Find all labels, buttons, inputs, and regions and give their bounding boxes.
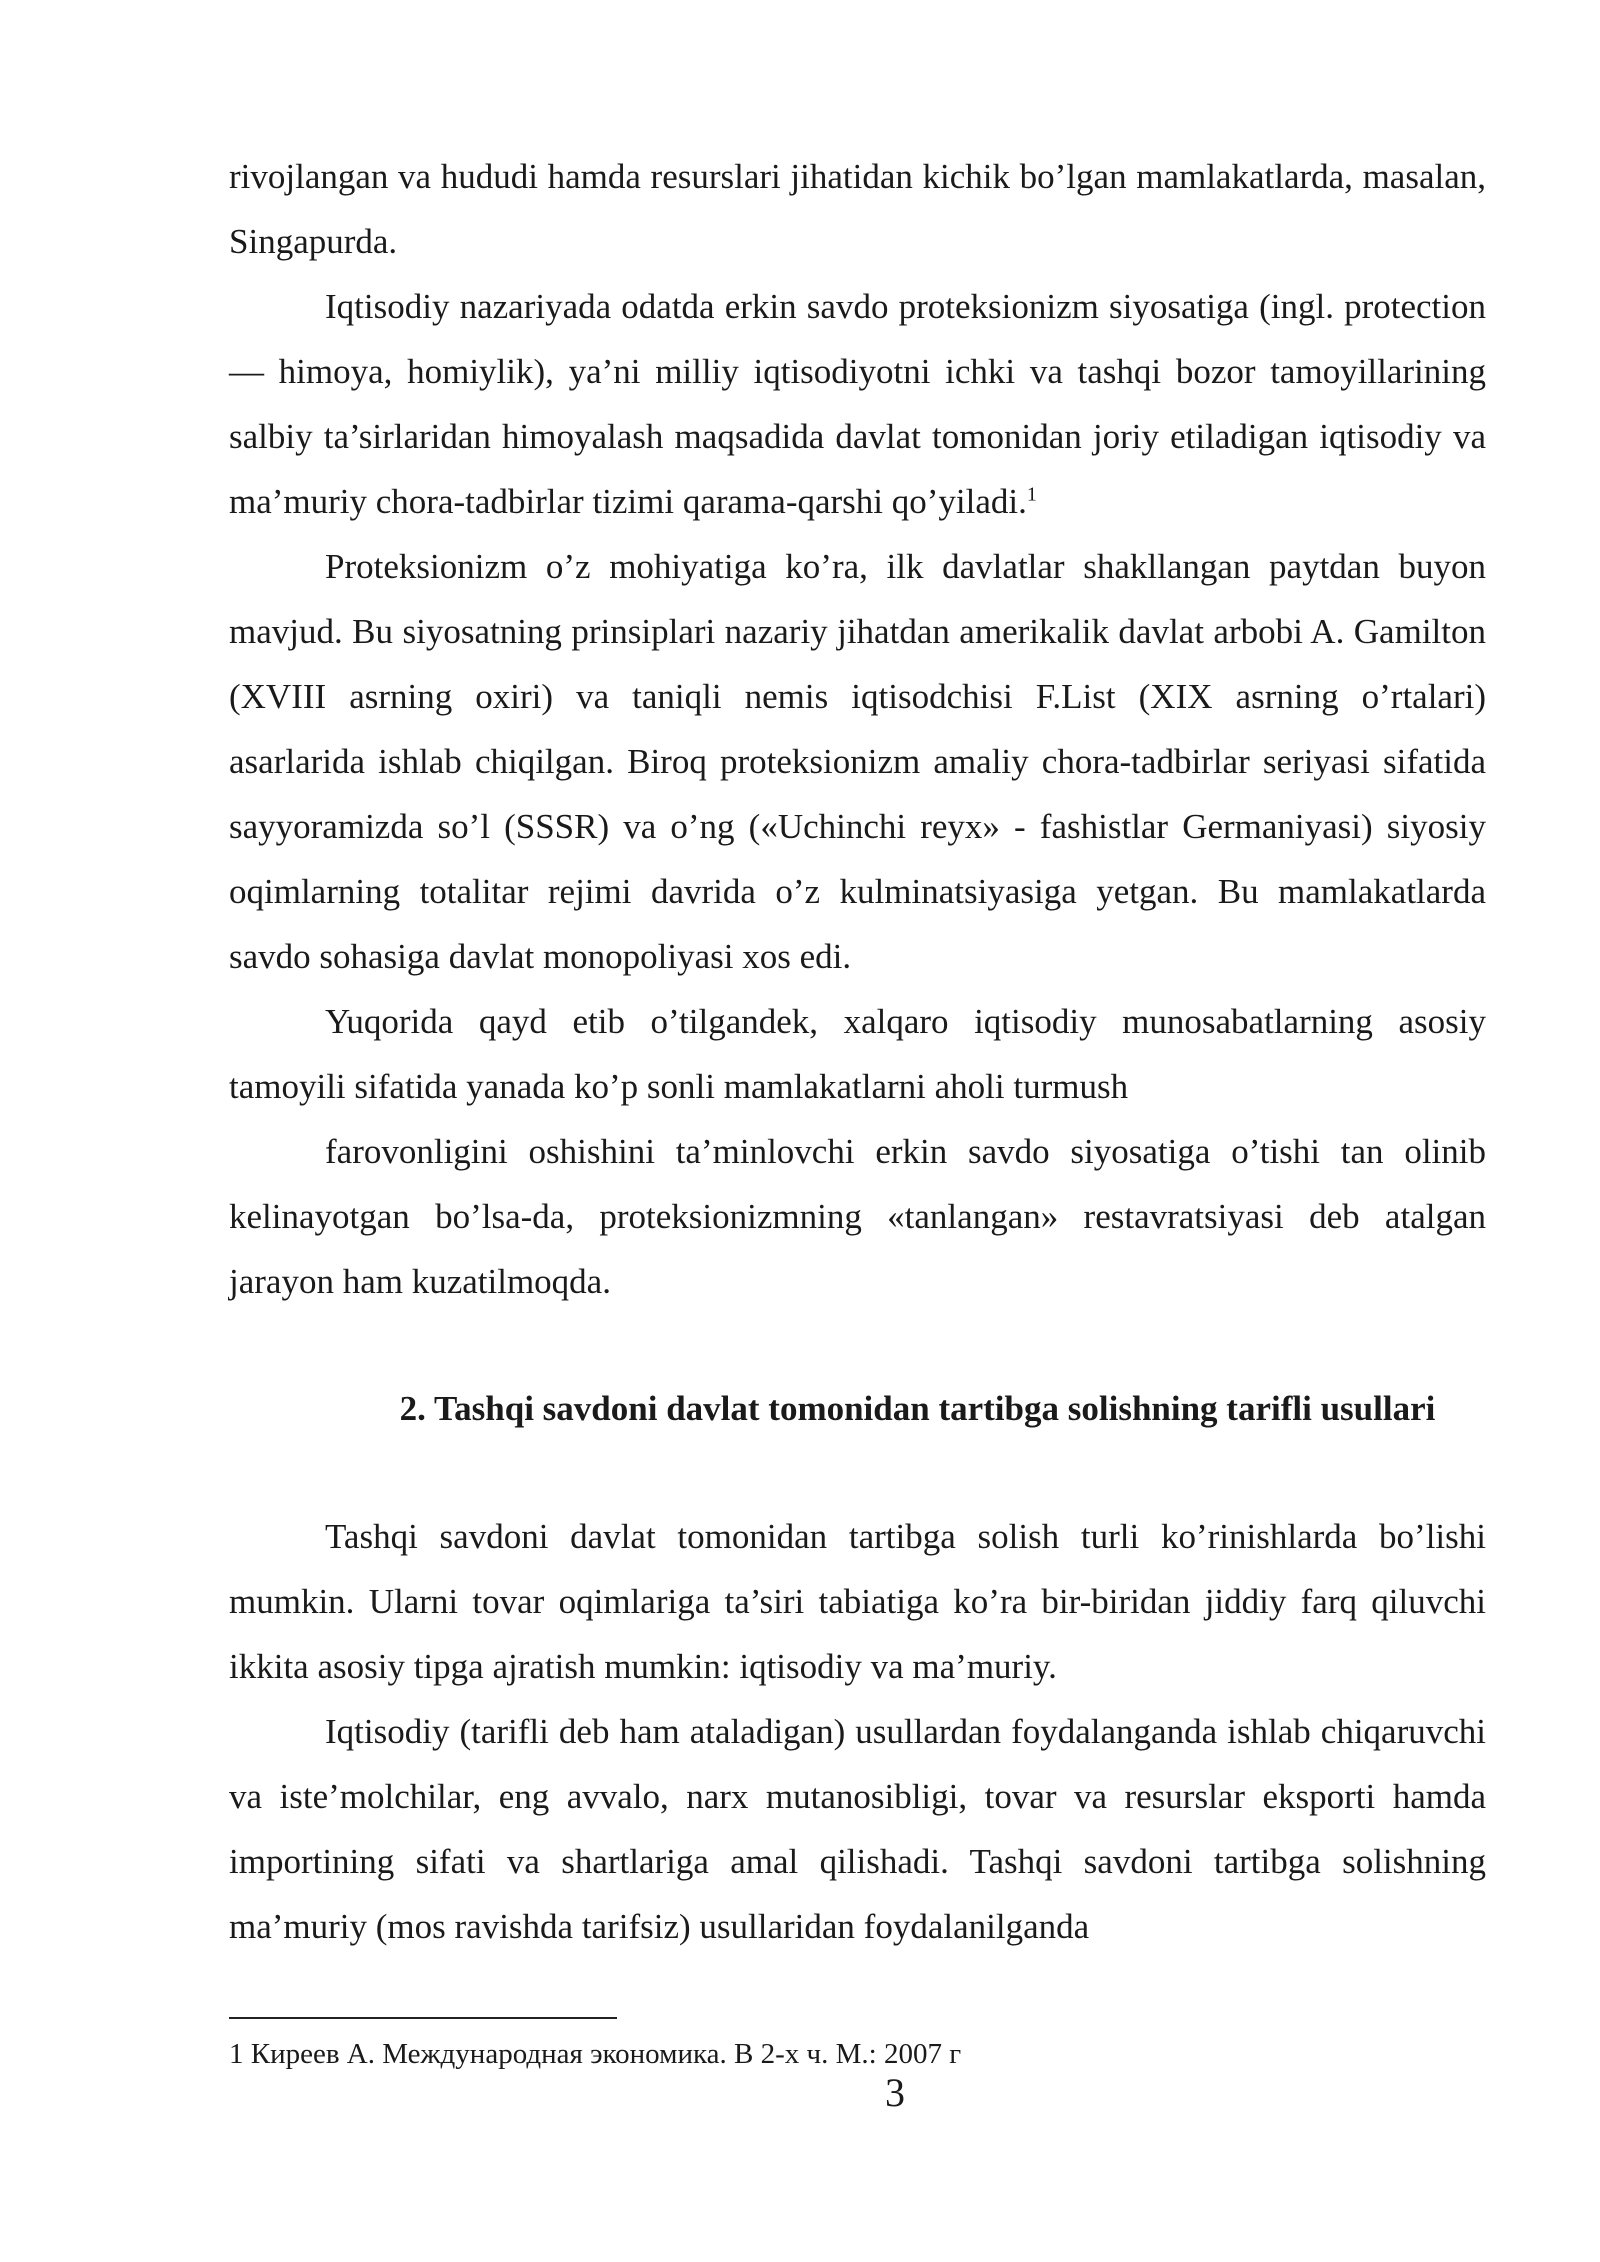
paragraph-regulation-types: Tashqi savdoni davlat tomonidan tartibga solish turli ko’rinishlarda bo’lishi mumkin. Ularni tovar oqimlariga ta’siri tabiatiga ko’ra bir-biridan jiddiy farq qiluvchi ikkita asosiy tipga ajratish mumkin: iqtisodiy va ma’muriy. — [229, 1517, 1486, 1686]
footnote-divider — [229, 2017, 617, 2019]
footnote-text: 1 Киреев А. Международная экономика. В 2-х ч. М.: 2007 г — [229, 2038, 962, 2070]
paragraph-selective-restoration: farovonligini oshishini ta’minlovchi erkin savdo siyosatiga o’tishi tan olinib kelinayotgan bo’lsa-da, proteksionizmning «tanlangan» restavratsiyasi deb atalgan jarayon ham kuzatilmoqda. — [229, 1132, 1486, 1301]
body-text-section-2 — [229, 1504, 1486, 1959]
paragraph-continuation: rivojlangan va hududi hamda resurslari jihatidan kichik bo’lgan mamlakatlarda, masalan, Singapurda. — [229, 157, 1486, 261]
body-text-section-1 — [229, 144, 1486, 1314]
paragraph-text: Iqtisodiy nazariyada odatda erkin savdo proteksionizm siyosatiga (ingl. protection — himoya, homiylik), ya’ni milliy iqtisodiyotni ichki va tashqi bozor tamoyillarining salbiy ta’sirlaridan himoyalash maqsadida davlat tomonidan joriy etiladigan iqtisodiy va ma’muriy chora-tadbirlar tizimi qarama-qarshi qo’yiladi. — [229, 287, 1486, 521]
page-number: 3 — [885, 2070, 905, 2115]
paragraph-protectionism-history: Proteksionizm o’z mohiyatiga ko’ra, ilk davlatlar shakllangan paytdan buyon mavjud. Bu siyosatning prinsiplari nazariy jihatdan amerikalik davlat arbobi A. Gamilton (XVIII asrning oxiri) va taniqli nemis iqtisodchisi F.List (XIX asrning o’rtalari) asarlarida ishlab chiqilgan. Biroq proteksionizm amaliy chora-tadbirlar seriyasi sifatida sayyoramizda so’l (SSSR) va o’ng («Uchinchi reyx» - fashistlar Germaniyasi) siyosiy oqimlarning totalitar rejimi davrida o’z kulminatsiyasiga yetgan. Bu mamlakatlarda savdo sohasiga davlat monopoliyasi xos edi. — [229, 547, 1486, 976]
paragraph-free-trade-vs-protectionism — [229, 274, 1486, 534]
paragraph-free-trade-principle: Yuqorida qayd etib o’tilgandek, xalqaro iqtisodiy munosabatlarning asosiy tamoyili sifatida yanada ko’p sonli mamlakatlarni aholi turmush — [229, 1002, 1486, 1106]
paragraph-tariff-methods: Iqtisodiy (tarifli deb ham ataladigan) usullardan foydalanganda ishlab chiqaruvchi va iste’molchilar, eng avvalo, narx mutanosibligi, tovar va resurslar eksporti hamda importining sifati va shartlariga amal qilishadi. Tashqi savdoni tartibga solishning ma’muriy (mos ravishda tarifsiz) usullaridan foydalanilganda — [229, 1712, 1486, 1946]
section-heading: 2. Tashqi savdoni davlat tomonidan tartibga solishning tarifli usullari — [399, 1389, 1436, 1428]
footnote-reference[interactable]: 1 — [1026, 483, 1037, 506]
